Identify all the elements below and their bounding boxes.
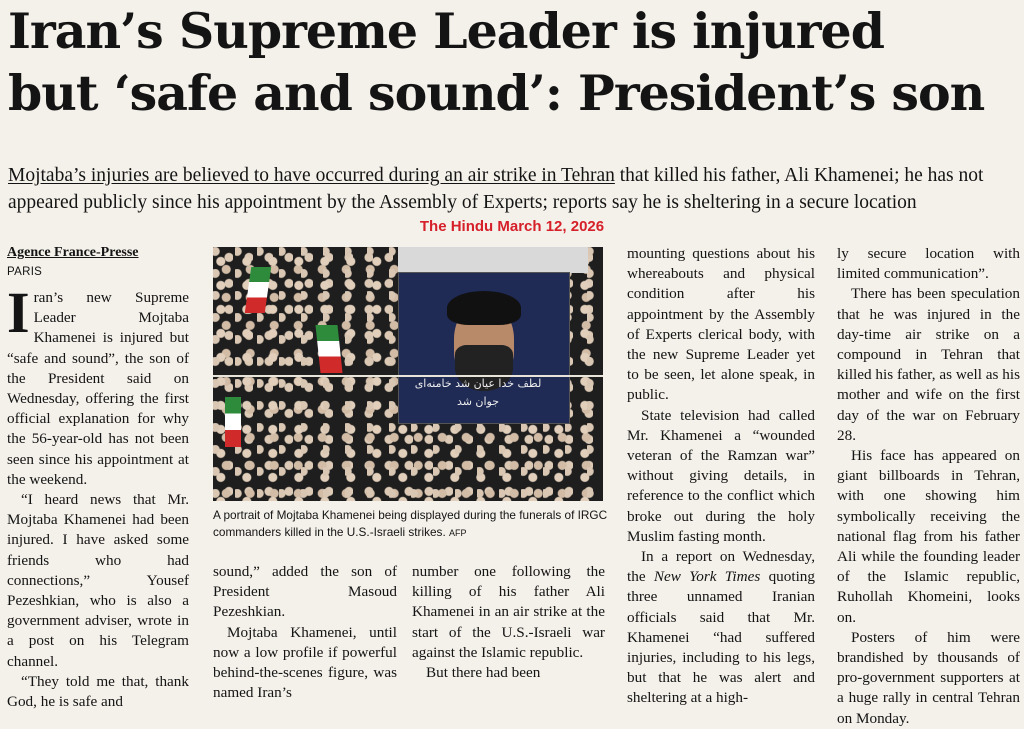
- publication-dateline: The Hindu March 12, 2026: [419, 218, 605, 235]
- article-column-3: [412, 562, 605, 683]
- newspaper-name: New York Times: [653, 568, 761, 586]
- paragraph: Mojtaba Khamenei, until now a low profile if powerful behind-the-scenes figure, was named Iran’s: [213, 623, 397, 702]
- paragraph-text: In a report on Wednesday, the: [627, 548, 815, 586]
- news-photo: [213, 247, 603, 501]
- byline: Agence France-Presse: [7, 245, 139, 260]
- caption-text: A portrait of Mojtaba Khamenei being displayed during the funerals of IRGC commanders killed in the U.S.-Israeli strikes.: [213, 508, 608, 539]
- paragraph: But there had been: [426, 664, 541, 682]
- paragraph: “I heard news that Mr. Mojtaba Khamenei had been injured. I have asked some friends who had connections,” Yousef Pezeshkian, who is also a government adviser, wrote in a post on his Telegram channel.: [7, 491, 189, 670]
- paragraph: State television had called Mr. Khamenei a “wounded veteran of the Ramzan war” without giving details, in reference to the conflict which broke out during the holy Muslim fasting month.: [627, 406, 815, 545]
- photo-caption: [213, 507, 608, 542]
- paragraph: [627, 547, 815, 709]
- paragraph: “They told me that, thank God, he is safe and: [7, 672, 189, 711]
- paper-crease: [213, 375, 603, 377]
- article-column-4: [627, 244, 815, 709]
- subheadline-rest: that killed his father, Ali Khamenei; he has not appeared publicly since his appointment by the Assembly of Experts; reports say he is sheltering in a secure location: [8, 165, 984, 213]
- paragraph: There has been speculation that he was injured in the day-time air strike on a compound in Tehran that killed his father, as well as his mother and wife on the first day of the war on February 28.: [837, 285, 1020, 444]
- billboard-banner-text: لطف خدا عیان شد خامنه‌ای جوان شد: [414, 377, 542, 408]
- paragraph: Posters of him were brandished by thousands of pro-government supporters at a huge rally in central Tehran on Monday.: [837, 628, 1020, 727]
- subheadline-underlined: Mojtaba’s injuries are believed to have occurred during an air strike in Tehran: [8, 165, 615, 186]
- paragraph: sound,” added the son of President Masoud Pezeshkian.: [213, 563, 397, 621]
- paragraph: [7, 280, 189, 490]
- paragraph: ly secure location with limited communication”.: [837, 245, 1020, 283]
- headline: [8, 0, 1018, 124]
- paragraph: mounting questions about his whereabouts and physical condition after his appointment by the Assembly of Experts clerical body, with the new Supreme Leader yet to be seen, let alone speak, in public.: [627, 245, 815, 404]
- subheadline: [8, 162, 1018, 216]
- drop-cap: I: [7, 280, 30, 345]
- portrait-turban: [447, 291, 521, 325]
- paragraph-text: quoting three unnamed Iranian officials said that Mr. Khamenei “had suffered injuries, including to his legs, but that he was alert and sheltering at a high-: [627, 568, 815, 707]
- iran-flag: [225, 397, 241, 447]
- paragraph: His face has appeared on giant billboards in Tehran, with one showing him symbolically receiving the national flag from his father Ali while the founding leader of the Islamic republic, Ruhollah Khomeini, looks on.: [837, 447, 1020, 626]
- article-column-1: [7, 244, 189, 712]
- paragraph-text: ran’s new Supreme Leader Mojtaba Khamenei is injured but “safe and sound”, the son of the President said on Wednesday, offering the first official explanation for why the 56-year-old has not been seen since his appointment at the weekend.: [7, 289, 189, 488]
- headline-line-2: but ‘safe and sound’: President’s son: [8, 64, 985, 122]
- photo-credit: AFP: [449, 528, 467, 538]
- headline-line-1: Iran’s Supreme Leader is injured: [8, 2, 884, 60]
- article-column-5: [837, 244, 1020, 729]
- article-column-2: [213, 562, 397, 703]
- tent-roof: [398, 247, 588, 273]
- place-dateline: PARIS: [7, 266, 43, 278]
- paragraph: number one following the killing of his father Ali Khamenei in an air strike at the start of the U.S.-Israeli war against the Islamic republic.: [412, 563, 605, 661]
